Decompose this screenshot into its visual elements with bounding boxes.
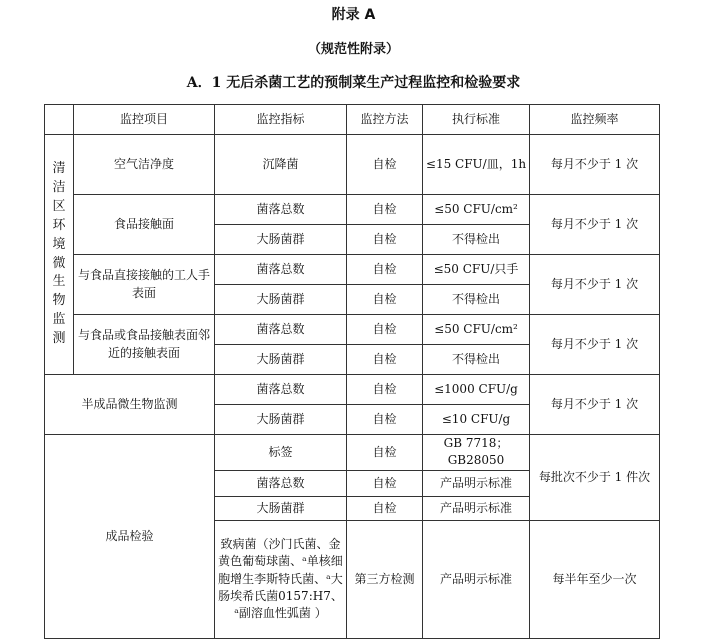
item-cell: 与食品直接接触的工人手表面	[74, 255, 215, 315]
standard-cell: GB 7718；GB28050	[423, 435, 530, 471]
indicator-cell: 大肠菌群	[215, 285, 347, 315]
header-item: 监控项目	[74, 105, 215, 135]
indicator-cell: 菌落总数	[215, 255, 347, 285]
frequency-cell: 每批次不少于 1 件次	[530, 435, 660, 521]
item-cell: 食品接触面	[74, 195, 215, 255]
method-cell: 自检	[347, 135, 423, 195]
standard-cell: ≤10 CFU/g	[423, 405, 530, 435]
method-cell: 自检	[347, 470, 423, 496]
standard-cell: 不得检出	[423, 285, 530, 315]
header-frequency: 监控频率	[530, 105, 660, 135]
standard-cell: ≤15 CFU/皿，1h	[423, 135, 530, 195]
item-cell: 半成品微生物监测	[45, 375, 215, 435]
table-row	[45, 435, 660, 471]
table-header-row	[45, 105, 660, 135]
indicator-cell: 菌落总数	[215, 195, 347, 225]
header-standard: 执行标准	[423, 105, 530, 135]
standard-cell: 不得检出	[423, 225, 530, 255]
header-blank	[45, 105, 74, 135]
standard-cell: 不得检出	[423, 345, 530, 375]
indicator-cell: 菌落总数	[215, 375, 347, 405]
header-method: 监控方法	[347, 105, 423, 135]
standard-cell: 产品明示标准	[423, 496, 530, 520]
frequency-cell: 每月不少于 1 次	[530, 315, 660, 375]
appendix-heading: 附录 A	[331, 7, 376, 23]
method-cell: 自检	[347, 255, 423, 285]
table-row	[45, 255, 660, 285]
pathogen-indicator-cell: 致病菌（沙门氏菌、金黄色葡萄球菌、ᵃ单核细胞增生李斯特氏菌、ᵃ大肠埃希氏菌0157:H7、ᵃ副溶血性弧菌 ）	[215, 520, 347, 638]
table-row	[45, 135, 660, 195]
normative-label: （规范性附录）	[307, 42, 399, 57]
section-title: A．1 无后杀菌工艺的预制菜生产过程监控和检验要求	[186, 75, 521, 91]
method-cell: 自检	[347, 225, 423, 255]
standard-cell: 产品明示标准	[423, 470, 530, 496]
method-cell: 自检	[347, 345, 423, 375]
indicator-cell: 大肠菌群	[215, 345, 347, 375]
method-cell: 自检	[347, 375, 423, 405]
indicator-cell: 标签	[215, 435, 347, 471]
indicator-cell: 大肠菌群	[215, 405, 347, 435]
method-cell: 自检	[347, 496, 423, 520]
clean-area-label: 清洁区环境微生物监测	[45, 135, 74, 375]
method-cell: 自检	[347, 285, 423, 315]
frequency-cell: 每月不少于 1 次	[530, 135, 660, 195]
indicator-cell: 大肠菌群	[215, 496, 347, 520]
header-indicator: 监控指标	[215, 105, 347, 135]
standard-cell: ≤50 CFU/cm²	[423, 195, 530, 225]
indicator-cell: 大肠菌群	[215, 225, 347, 255]
frequency-cell: 每月不少于 1 次	[530, 255, 660, 315]
monitoring-table	[44, 104, 660, 639]
method-cell: 自检	[347, 195, 423, 225]
standard-cell: 产品明示标准	[423, 520, 530, 638]
item-cell: 与食品或食品接触表面邻近的接触表面	[74, 315, 215, 375]
table-row	[45, 315, 660, 345]
method-cell: 自检	[347, 435, 423, 471]
frequency-cell: 每半年至少一次	[530, 520, 660, 638]
frequency-cell: 每月不少于 1 次	[530, 375, 660, 435]
table-row	[45, 195, 660, 225]
standard-cell: ≤1000 CFU/g	[423, 375, 530, 405]
table-row	[45, 375, 660, 405]
method-cell: 自检	[347, 405, 423, 435]
frequency-cell: 每月不少于 1 次	[530, 195, 660, 255]
indicator-cell: 沉降菌	[215, 135, 347, 195]
item-cell: 成品检验	[45, 435, 215, 639]
method-cell: 自检	[347, 315, 423, 345]
standard-cell: ≤50 CFU/cm²	[423, 315, 530, 345]
method-cell: 第三方检测	[347, 520, 423, 638]
indicator-cell: 菌落总数	[215, 470, 347, 496]
item-cell: 空气洁净度	[74, 135, 215, 195]
standard-cell: ≤50 CFU/只手	[423, 255, 530, 285]
indicator-cell: 菌落总数	[215, 315, 347, 345]
